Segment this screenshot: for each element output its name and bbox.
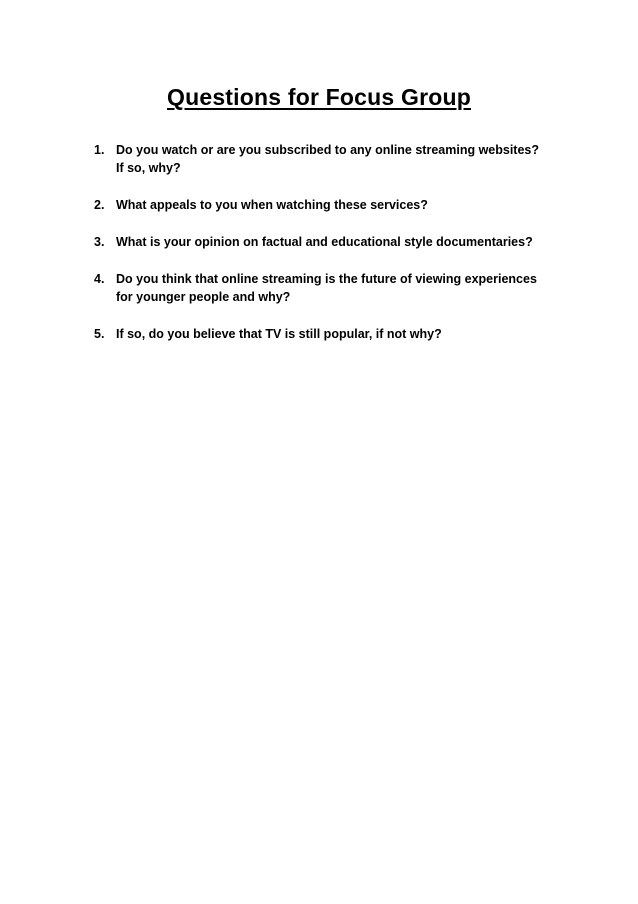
- question-number: 2.: [94, 198, 105, 212]
- question-text: Do you think that online streaming is the future of viewing experiences: [116, 272, 537, 286]
- question-text: What is your opinion on factual and educational style documentaries?: [116, 235, 533, 249]
- question-item-4: [94, 270, 594, 306]
- question-list: [94, 141, 594, 362]
- question-number: 5.: [94, 327, 105, 341]
- question-item-2: [94, 196, 594, 214]
- question-item-1: [94, 141, 594, 177]
- question-item-5: [94, 325, 594, 343]
- question-number: 4.: [94, 272, 105, 286]
- question-item-3: [94, 233, 594, 251]
- question-number: 3.: [94, 235, 105, 249]
- question-text: Do you watch or are you subscribed to any online streaming websites?: [116, 143, 540, 157]
- question-text: If so, do you believe that TV is still popular, if not why?: [116, 327, 442, 341]
- question-number: 1.: [94, 143, 105, 157]
- question-text: for younger people and why?: [116, 290, 291, 304]
- question-text: What appeals to you when watching these services?: [116, 198, 428, 212]
- document-title: Questions for Focus Group: [166, 84, 471, 110]
- question-text: If so, why?: [116, 161, 181, 175]
